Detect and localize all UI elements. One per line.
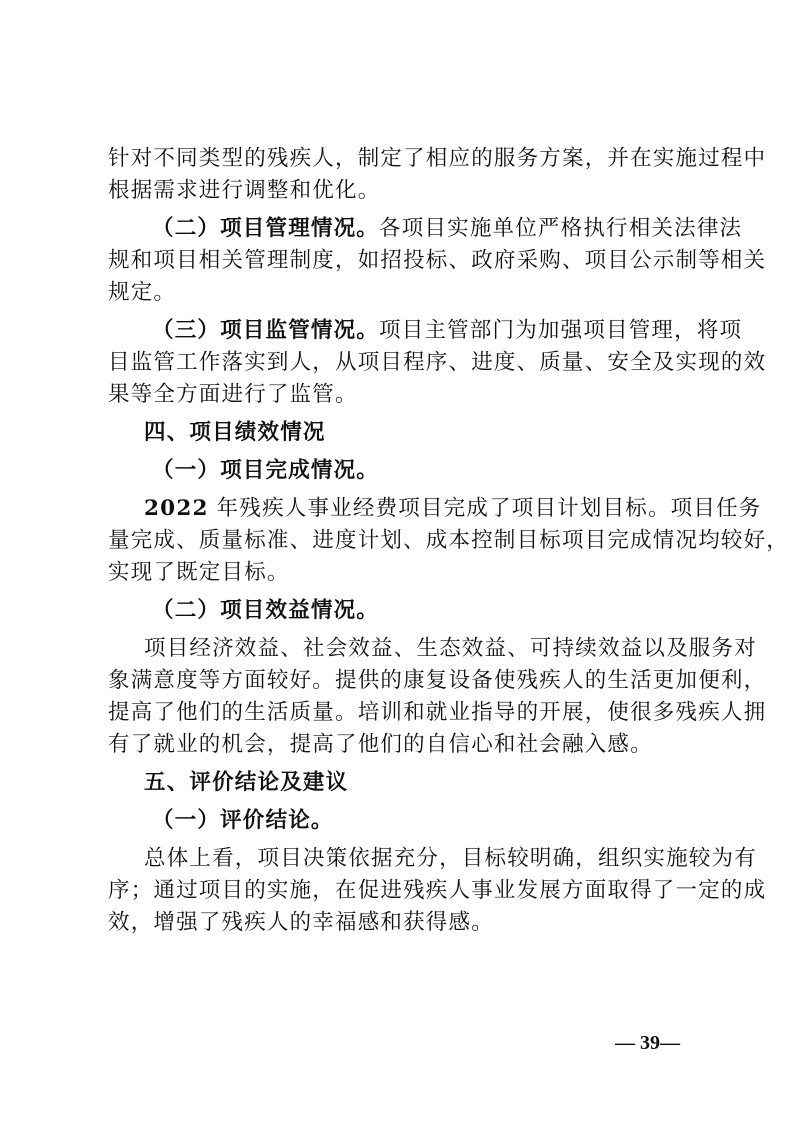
paragraph-line: 总体上看，项目决策依据充分，目标较明确，组织实施较为有	[144, 846, 757, 871]
paragraph-text: 项目主管部门为加强项目管理，将项	[379, 318, 743, 343]
paragraph-line: 果等全方面进行了监管。	[108, 382, 358, 407]
section-title: 四、项目绩效情况	[144, 420, 326, 445]
paragraph-line: 针对不同类型的残疾人，制定了相应的服务方案，并在实施过程中	[108, 146, 767, 171]
paragraph-line: 效，增强了残疾人的幸福感和获得感。	[108, 910, 494, 935]
paragraph-line: 实现了既定目标。	[108, 560, 290, 585]
paragraph-line	[108, 493, 762, 525]
subsection-title: （二）项目效益情况。	[152, 598, 380, 623]
subsection-title: （一）项目完成情况。	[152, 458, 380, 483]
section-title: 五、评价结论及建议	[144, 770, 349, 795]
subsection-heading: （三）项目监管情况。	[152, 318, 380, 343]
body-text	[108, 143, 790, 939]
paragraph-text: 年残疾人事业经费项目完成了项目计划目标。项目任务	[208, 496, 762, 521]
paragraph-line: 项目经济效益、社会效益、生态效益、可持续效益以及服务对	[144, 636, 757, 661]
year-number: 2022	[144, 496, 209, 521]
paragraph-line: 提高了他们的生活质量。培训和就业指导的开展，使很多残疾人拥	[108, 700, 767, 725]
paragraph-text: 各项目实施单位严格执行相关法律法	[379, 216, 743, 241]
paragraph-line	[108, 315, 743, 347]
paragraph-line: 规和项目相关管理制度，如招投标、政府采购、项目公示制等相关	[108, 248, 767, 273]
paragraph-line: 序；通过项目的实施，在促进残疾人事业发展方面取得了一定的成	[108, 878, 767, 903]
subsection-title: （一）评价结论。	[152, 808, 334, 833]
paragraph-line	[108, 213, 743, 245]
paragraph-line: 规定。	[108, 280, 177, 305]
paragraph-line: 目监管工作落实到人，从项目程序、进度、质量、安全及实现的效	[108, 350, 767, 375]
subsection-heading: （二）项目管理情况。	[152, 216, 380, 241]
paragraph-line: 量完成、质量标准、进度计划、成本控制目标项目完成情况均较好，	[108, 528, 790, 553]
paragraph-line: 象满意度等方面较好。提供的康复设备使残疾人的生活更加便利，	[108, 668, 767, 693]
paragraph-line: 有了就业的机会，提高了他们的自信心和社会融入感。	[108, 732, 653, 757]
page-number: — 39—	[615, 1032, 680, 1054]
paragraph-line: 根据需求进行调整和优化。	[108, 178, 381, 203]
